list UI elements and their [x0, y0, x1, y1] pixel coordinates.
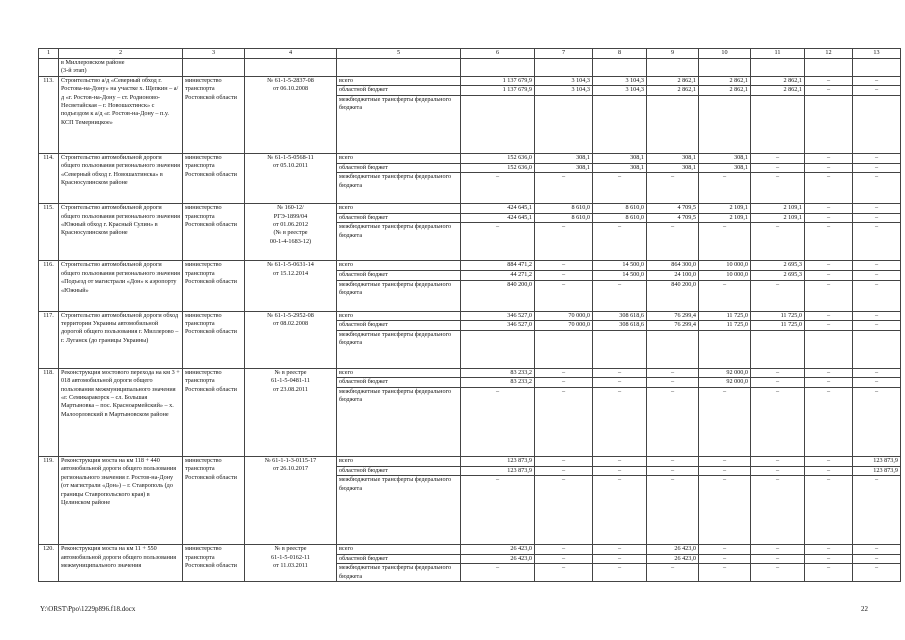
- amount-cell: 2 862,1: [751, 86, 805, 96]
- amount-cell: [593, 96, 647, 154]
- funding-source-label: областной бюджет: [337, 378, 461, 388]
- amount-cell: –: [853, 554, 901, 564]
- amount-cell: –: [853, 564, 901, 582]
- amount-cell: 2 109,1: [751, 213, 805, 223]
- amount-cell: –: [805, 368, 853, 378]
- amount-cell: –: [699, 456, 751, 466]
- amount-cell: –: [461, 476, 535, 545]
- amount-cell: –: [751, 223, 805, 261]
- project-row: [39, 456, 901, 466]
- project-number: 120.: [39, 545, 59, 582]
- amount-cell: –: [535, 545, 593, 555]
- amount-cell: –: [535, 270, 593, 280]
- amount-cell: –: [853, 213, 901, 223]
- amount-cell: –: [751, 280, 805, 311]
- project-document: № 160-12/ РГЭ-1899/04 от 01.06.2012 (№ в реестре 00-1-4-1683-12): [245, 204, 337, 261]
- header-row: [39, 49, 901, 59]
- amount-cell: –: [535, 476, 593, 545]
- amount-cell: –: [593, 476, 647, 545]
- amount-cell: 26 423,0: [647, 545, 699, 555]
- funding-source-label: областной бюджет: [337, 321, 461, 331]
- amount-cell: 308,1: [535, 154, 593, 164]
- amount-cell: 308 618,6: [593, 311, 647, 321]
- amount-cell: 3 104,3: [593, 76, 647, 86]
- amount-cell: –: [751, 456, 805, 466]
- amount-cell: 2 109,1: [699, 204, 751, 214]
- amount-cell: –: [535, 456, 593, 466]
- amount-cell: –: [853, 76, 901, 86]
- amount-cell: 123 873,9: [853, 466, 901, 476]
- amount-cell: –: [535, 261, 593, 271]
- project-number: 117.: [39, 311, 59, 368]
- amount-cell: 308,1: [593, 154, 647, 164]
- amount-cell: 2 695,3: [751, 261, 805, 271]
- amount-cell: 346 527,0: [461, 321, 535, 331]
- amount-cell: 92 000,0: [699, 378, 751, 388]
- amount-cell: –: [853, 476, 901, 545]
- project-agency: министерство транспорта Ростовской области: [183, 204, 245, 261]
- amount-cell: –: [699, 466, 751, 476]
- amount-cell: 11 725,0: [751, 321, 805, 331]
- amount-cell: –: [805, 270, 853, 280]
- funding-source-label: всего: [337, 76, 461, 86]
- project-name: Строительство а/д «Северный обход г. Ростова-на-Дону» на участке х. Щепкин – а/д «г. Ростов-на-Дону – ст. Родионово- Несветайская – г. Новошахтинск» с подъездом к а/д «г. Ростов-на-Дону – п.у. КСП Темерницкое»: [59, 76, 183, 153]
- amount-cell: –: [647, 223, 699, 261]
- amount-cell: 346 527,0: [461, 311, 535, 321]
- amount-cell: 26 423,0: [461, 545, 535, 555]
- amount-cell: 152 636,0: [461, 154, 535, 164]
- funding-source-label: областной бюджет: [337, 163, 461, 173]
- project-agency: министерство транспорта Ростовской области: [183, 76, 245, 153]
- amount-cell: 840 200,0: [647, 280, 699, 311]
- amount-cell: –: [593, 378, 647, 388]
- funding-source-label: всего: [337, 154, 461, 164]
- amount-cell: –: [699, 173, 751, 204]
- funding-source-label: межбюджетные трансферты федерального бюджета: [337, 280, 461, 311]
- amount-cell: [699, 330, 751, 368]
- amount-cell: 2 695,3: [751, 270, 805, 280]
- amount-cell: 70 000,0: [535, 311, 593, 321]
- project-document: № 61-1-5-0568-11 от 05.10.2011: [245, 154, 337, 204]
- amount-cell: –: [853, 368, 901, 378]
- amount-cell: –: [535, 280, 593, 311]
- amount-cell: –: [751, 476, 805, 545]
- amount-cell: [751, 96, 805, 154]
- amount-cell: 2 862,1: [751, 76, 805, 86]
- amount-cell: 3 104,3: [535, 76, 593, 86]
- amount-cell: –: [593, 456, 647, 466]
- amount-cell: –: [535, 564, 593, 582]
- amount-cell: –: [805, 545, 853, 555]
- project-row: [39, 545, 901, 555]
- funding-source-label: областной бюджет: [337, 213, 461, 223]
- amount-cell: 2 862,1: [647, 86, 699, 96]
- header-cell: 13: [853, 49, 901, 59]
- amount-cell: 884 471,2: [461, 261, 535, 271]
- amount-cell: 26 423,0: [647, 554, 699, 564]
- header-cell: 6: [461, 49, 535, 59]
- amount-cell: 10 000,0: [699, 270, 751, 280]
- header-cell: 2: [59, 49, 183, 59]
- funding-source-label: межбюджетные трансферты федерального бюджета: [337, 476, 461, 545]
- amount-cell: –: [751, 173, 805, 204]
- amount-cell: –: [751, 466, 805, 476]
- amount-cell: –: [461, 564, 535, 582]
- project-number: 115.: [39, 204, 59, 261]
- amount-cell: –: [853, 387, 901, 456]
- amount-cell: –: [699, 280, 751, 311]
- amount-cell: –: [805, 554, 853, 564]
- amount-cell: 11 725,0: [699, 311, 751, 321]
- project-agency: министерство транспорта Ростовской области: [183, 261, 245, 311]
- amount-cell: 123 873,9: [853, 456, 901, 466]
- amount-cell: 308 618,6: [593, 321, 647, 331]
- project-row: [39, 76, 901, 86]
- amount-cell: 4 709,5: [647, 204, 699, 214]
- funding-source-label: областной бюджет: [337, 270, 461, 280]
- amount-cell: –: [805, 476, 853, 545]
- amount-cell: –: [647, 564, 699, 582]
- amount-cell: –: [853, 154, 901, 164]
- project-agency: министерство транспорта Ростовской области: [183, 368, 245, 456]
- funding-source-label: всего: [337, 261, 461, 271]
- project-document: № 61-1-1-3-0115-17 от 26.10.2017: [245, 456, 337, 544]
- amount-cell: –: [853, 321, 901, 331]
- funding-source-label: всего: [337, 456, 461, 466]
- header-cell: 5: [337, 49, 461, 59]
- amount-cell: –: [805, 378, 853, 388]
- amount-cell: [853, 96, 901, 154]
- amount-cell: –: [853, 204, 901, 214]
- amount-cell: 83 233,2: [461, 368, 535, 378]
- amount-cell: –: [751, 378, 805, 388]
- project-document: № 61-1-5-0631-14 от 15.12.2014: [245, 261, 337, 311]
- amount-cell: 11 725,0: [751, 311, 805, 321]
- project-document: № в реестре 61-1-5-0162-11 от 11.03.2011: [245, 545, 337, 582]
- project-agency: министерство транспорта Ростовской области: [183, 311, 245, 368]
- project-row: [39, 204, 901, 214]
- project-document: № 61-1-5-2952-08 от 08.02.2008: [245, 311, 337, 368]
- header-cell: 12: [805, 49, 853, 59]
- project-row: [39, 154, 901, 164]
- project-name: Строительство автомобильной дороги общего пользования регионального значения «Подъезд от магистрали «Дон» к аэропорту «Южный»: [59, 261, 183, 311]
- amount-cell: –: [751, 554, 805, 564]
- project-name: Строительство автомобильной дороги общего пользования регионального значения «Северный обход г. Новошахтинска» в Красносулинском районе: [59, 154, 183, 204]
- amount-cell: –: [699, 554, 751, 564]
- amount-cell: 123 873,9: [461, 456, 535, 466]
- funding-source-label: всего: [337, 545, 461, 555]
- amount-cell: –: [593, 223, 647, 261]
- amount-cell: –: [751, 368, 805, 378]
- amount-cell: 308,1: [647, 163, 699, 173]
- amount-cell: 424 645,1: [461, 204, 535, 214]
- amount-cell: 2 109,1: [751, 204, 805, 214]
- amount-cell: [699, 96, 751, 154]
- funding-source-label: всего: [337, 204, 461, 214]
- amount-cell: 308,1: [593, 163, 647, 173]
- amount-cell: –: [805, 213, 853, 223]
- amount-cell: –: [751, 154, 805, 164]
- header-cell: 7: [535, 49, 593, 59]
- amount-cell: 24 100,0: [647, 270, 699, 280]
- amount-cell: –: [647, 476, 699, 545]
- amount-cell: 424 645,1: [461, 213, 535, 223]
- header-cell: 9: [647, 49, 699, 59]
- amount-cell: 70 000,0: [535, 321, 593, 331]
- amount-cell: –: [805, 280, 853, 311]
- amount-cell: –: [593, 545, 647, 555]
- amount-cell: 2 862,1: [647, 76, 699, 86]
- funding-source-label: межбюджетные трансферты федерального бюджета: [337, 223, 461, 261]
- amount-cell: [805, 330, 853, 368]
- project-agency: министерство транспорта Ростовской области: [183, 154, 245, 204]
- amount-cell: 76 299,4: [647, 311, 699, 321]
- amount-cell: –: [805, 154, 853, 164]
- amount-cell: 152 636,0: [461, 163, 535, 173]
- amount-cell: –: [647, 368, 699, 378]
- amount-cell: –: [853, 86, 901, 96]
- project-number: 119.: [39, 456, 59, 544]
- amount-cell: –: [593, 368, 647, 378]
- amount-cell: –: [853, 280, 901, 311]
- amount-cell: –: [647, 387, 699, 456]
- amount-cell: 8 610,0: [535, 204, 593, 214]
- amount-cell: –: [699, 223, 751, 261]
- amount-cell: –: [853, 378, 901, 388]
- amount-cell: –: [805, 456, 853, 466]
- funding-source-label: межбюджетные трансферты федерального бюджета: [337, 564, 461, 582]
- funding-source-label: межбюджетные трансферты федерального бюджета: [337, 387, 461, 456]
- funding-source-label: межбюджетные трансферты федерального бюджета: [337, 330, 461, 368]
- amount-cell: –: [593, 280, 647, 311]
- project-name: Строительство автомобильной дороги обход территории Украины автомобильной дорогой общего пользования г. Миллерово – г. Луганск (до границы Украины): [59, 311, 183, 368]
- amount-cell: –: [853, 223, 901, 261]
- funding-source-label: всего: [337, 311, 461, 321]
- project-document: № в реестре 61-1-5-0481-11 от 23.08.2011: [245, 368, 337, 456]
- amount-cell: –: [535, 368, 593, 378]
- amount-cell: 2 109,1: [699, 213, 751, 223]
- amount-cell: 1 137 679,9: [461, 76, 535, 86]
- header-cell: 4: [245, 49, 337, 59]
- funding-source-label: областной бюджет: [337, 86, 461, 96]
- project-row: [39, 368, 901, 378]
- amount-cell: 76 299,4: [647, 321, 699, 331]
- amount-cell: –: [647, 456, 699, 466]
- project-name: Реконструкция моста на км 11 + 550 автомобильной дороги общего пользования межмуниципального значения: [59, 545, 183, 582]
- amount-cell: –: [535, 378, 593, 388]
- header-cell: 8: [593, 49, 647, 59]
- amount-cell: –: [805, 261, 853, 271]
- amount-cell: [461, 330, 535, 368]
- header-cell: 3: [183, 49, 245, 59]
- amount-cell: –: [805, 76, 853, 86]
- amount-cell: 26 423,0: [461, 554, 535, 564]
- continuation-text: в Миллеровском районе (3-й этап): [59, 59, 183, 77]
- amount-cell: 44 271,2: [461, 270, 535, 280]
- project-name: Реконструкция мостового перехода на км 3 + 018 автомобильной дороги общего пользования межмуниципального значения «г. Семикаракорск – сл. Большая Мартыновка – пос. Красноармейский» – х. Малоорловский в Мартыновском районе: [59, 368, 183, 456]
- amount-cell: –: [751, 545, 805, 555]
- amount-cell: –: [461, 223, 535, 261]
- amount-cell: 8 610,0: [593, 204, 647, 214]
- amount-cell: [535, 96, 593, 154]
- amount-cell: [647, 330, 699, 368]
- amount-cell: 14 500,0: [593, 270, 647, 280]
- project-name: Реконструкция моста на км 118 + 440 автомобильной дороги общего пользования регионального значения г. Ростов-на-Дону (от магистрали «Дон») – г. Ставрополь (до границы Ставропольского края) в Целинском районе: [59, 456, 183, 544]
- amount-cell: [461, 96, 535, 154]
- amount-cell: –: [593, 466, 647, 476]
- amount-cell: –: [853, 545, 901, 555]
- footer-page-number: 22: [861, 605, 868, 613]
- amount-cell: 308,1: [699, 154, 751, 164]
- amount-cell: –: [461, 173, 535, 204]
- funding-source-label: областной бюджет: [337, 554, 461, 564]
- amount-cell: 4 709,5: [647, 213, 699, 223]
- amount-cell: –: [535, 387, 593, 456]
- amount-cell: 864 300,0: [647, 261, 699, 271]
- amount-cell: 2 862,1: [699, 76, 751, 86]
- funding-source-label: межбюджетные трансферты федерального бюджета: [337, 173, 461, 204]
- amount-cell: –: [535, 223, 593, 261]
- amount-cell: –: [647, 466, 699, 476]
- amount-cell: –: [535, 554, 593, 564]
- amount-cell: –: [751, 564, 805, 582]
- amount-cell: –: [593, 387, 647, 456]
- amount-cell: 1 137 679,9: [461, 86, 535, 96]
- amount-cell: 123 873,9: [461, 466, 535, 476]
- amount-cell: –: [805, 163, 853, 173]
- amount-cell: [853, 330, 901, 368]
- amount-cell: 8 610,0: [535, 213, 593, 223]
- continuation-row: [39, 59, 901, 77]
- amount-cell: [751, 330, 805, 368]
- amount-cell: –: [805, 86, 853, 96]
- funding-source-label: межбюджетные трансферты федерального бюджета: [337, 96, 461, 154]
- amount-cell: –: [461, 387, 535, 456]
- project-document: № 61-1-5-2837-08 от 06.10.2008: [245, 76, 337, 153]
- amount-cell: 308,1: [535, 163, 593, 173]
- amount-cell: –: [805, 466, 853, 476]
- amount-cell: –: [853, 311, 901, 321]
- amount-cell: –: [647, 378, 699, 388]
- amount-cell: 3 104,3: [535, 86, 593, 96]
- amount-cell: [593, 330, 647, 368]
- amount-cell: –: [805, 223, 853, 261]
- project-row: [39, 311, 901, 321]
- amount-cell: 83 233,2: [461, 378, 535, 388]
- budget-table: [38, 48, 901, 582]
- amount-cell: –: [805, 564, 853, 582]
- project-number: 114.: [39, 154, 59, 204]
- amount-cell: –: [699, 564, 751, 582]
- amount-cell: –: [593, 564, 647, 582]
- amount-cell: 3 104,3: [593, 86, 647, 96]
- project-name: Строительство автомобильной дороги общего пользования регионального значения «Южный обход г. Красный Сулин» в Красносулинском районе: [59, 204, 183, 261]
- amount-cell: –: [751, 163, 805, 173]
- amount-cell: 308,1: [699, 163, 751, 173]
- amount-cell: –: [853, 261, 901, 271]
- amount-cell: –: [805, 204, 853, 214]
- amount-cell: –: [805, 387, 853, 456]
- project-agency: министерство транспорта Ростовской области: [183, 456, 245, 544]
- amount-cell: 308,1: [647, 154, 699, 164]
- project-number: 113.: [39, 76, 59, 153]
- amount-cell: [535, 330, 593, 368]
- amount-cell: –: [805, 311, 853, 321]
- amount-cell: 14 500,0: [593, 261, 647, 271]
- footer-file-path: Y:\ORST\Ppo\1229p896.f18.docx: [40, 605, 136, 613]
- amount-cell: –: [593, 554, 647, 564]
- amount-cell: 10 000,0: [699, 261, 751, 271]
- amount-cell: 2 862,1: [699, 86, 751, 96]
- amount-cell: –: [593, 173, 647, 204]
- header-cell: 11: [751, 49, 805, 59]
- amount-cell: 11 725,0: [699, 321, 751, 331]
- amount-cell: –: [535, 173, 593, 204]
- amount-cell: –: [751, 387, 805, 456]
- project-row: [39, 261, 901, 271]
- project-number: 118.: [39, 368, 59, 456]
- amount-cell: –: [699, 387, 751, 456]
- amount-cell: 92 000,0: [699, 368, 751, 378]
- amount-cell: –: [853, 173, 901, 204]
- amount-cell: –: [853, 270, 901, 280]
- amount-cell: –: [647, 173, 699, 204]
- amount-cell: –: [805, 173, 853, 204]
- funding-source-label: областной бюджет: [337, 466, 461, 476]
- amount-cell: –: [699, 476, 751, 545]
- project-agency: министерство транспорта Ростовской области: [183, 545, 245, 582]
- amount-cell: –: [853, 163, 901, 173]
- amount-cell: 840 200,0: [461, 280, 535, 311]
- header-cell: 1: [39, 49, 59, 59]
- amount-cell: [805, 96, 853, 154]
- amount-cell: 8 610,0: [593, 213, 647, 223]
- amount-cell: –: [699, 545, 751, 555]
- amount-cell: –: [805, 321, 853, 331]
- amount-cell: [647, 96, 699, 154]
- funding-source-label: всего: [337, 368, 461, 378]
- project-number: 116.: [39, 261, 59, 311]
- header-cell: 10: [699, 49, 751, 59]
- amount-cell: –: [535, 466, 593, 476]
